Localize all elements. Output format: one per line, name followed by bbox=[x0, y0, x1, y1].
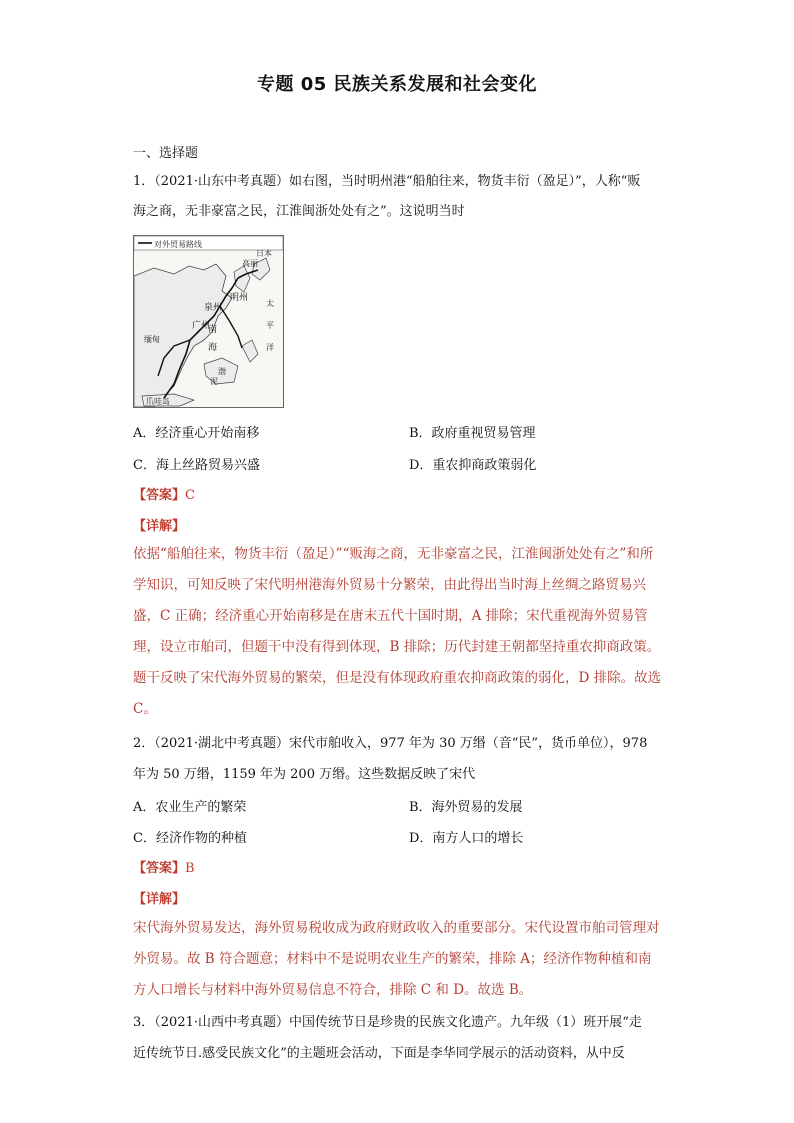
map-label-japan: 日本 bbox=[256, 249, 272, 258]
answer-label: 【答案】 bbox=[133, 488, 186, 503]
q1-answer bbox=[133, 484, 195, 503]
map-label-guangzhou: 广州 bbox=[192, 321, 211, 331]
q3-stem-line-2: 近传统节日.感受民族文化”的主题班会活动，下面是李华同学展示的活动资料，从中反 bbox=[133, 1046, 625, 1061]
q1-detail-label: 【详解】 bbox=[133, 519, 186, 534]
q1-option-d: D．重农抑商政策弱化 bbox=[409, 458, 537, 473]
map-label-nan: 南 bbox=[208, 325, 218, 335]
trade-route-map bbox=[133, 235, 284, 408]
map-label-java: 爪哇岛 bbox=[146, 397, 170, 406]
q2-stem-line-1: 2．（2021·湖北中考真题）宋代市舶收入，977 年为 30 万缗（音“民”，货币单位），978 bbox=[133, 736, 648, 751]
q2-option-c: C．经济作物的种植 bbox=[133, 831, 247, 846]
q1-option-b: B．政府重视贸易管理 bbox=[409, 426, 536, 441]
answer-value: C bbox=[185, 488, 195, 503]
map-legend: 对外贸易路线 bbox=[154, 240, 202, 249]
map-label-bo: 渤 bbox=[218, 367, 226, 376]
q1-detail-text: 依据“船舶往来，物货丰衍（盈足）”“贩海之商，无非豪富之民，江淮闽浙处处有之”和所学知识，可知反映了宋代明州港海外贸易十分繁荣，由此得出当时海上丝绸之路贸易兴盛，C 正确；经济重心开始南移是在唐末五代十国时期，A 排除；宋代重视海外贸易管理，设立市舶司，但题干中没有得到体现，B 排除；历代封建王朝都坚持重农抑商政策。题干反映了宋代海外贸易的繁荣，但是没有体现政府重农抑商政策的弱化，D 排除。故选 C。 bbox=[133, 546, 662, 717]
q1-stem-line-2: 海之商，无非豪富之民，江淮闽浙处处有之”。这说明当时 bbox=[133, 204, 465, 219]
answer-value: B bbox=[185, 861, 195, 876]
map-label-quanzhou: 泉州 bbox=[204, 303, 223, 313]
map-label-korea: 高丽 bbox=[242, 259, 258, 268]
q2-option-d: D．南方人口的增长 bbox=[409, 831, 524, 846]
map-label-hai: 海 bbox=[208, 343, 218, 353]
map-label-yang: 洋 bbox=[266, 343, 274, 352]
q2-stem-line-2: 年为 50 万缗，1159 年为 200 万缗。这些数据反映了宋代 bbox=[133, 767, 476, 782]
q2-detail-text: 宋代海外贸易发达，海外贸易税收成为政府财政收入的重要部分。宋代设置市舶司管理对外贸易。故 B 符合题意；材料中不是说明农业生产的繁荣，排除 A；经济作物种植和南方人口增长与材料中海外贸易信息不符合，排除 C 和 D。故选 B。 bbox=[133, 920, 660, 998]
q2-option-a: A．农业生产的繁荣 bbox=[133, 800, 247, 815]
q1-stem-line-1: 1．（2021·山东中考真题）如右图，当时明州港“船舶往来，物货丰衍（盈足）”，人称“贩 bbox=[133, 174, 641, 189]
section-heading: 一、选择题 bbox=[133, 146, 199, 161]
map-label-ni: 泥 bbox=[210, 377, 218, 386]
q2-option-b: B．海外贸易的发展 bbox=[409, 800, 523, 815]
map-label-myanmar: 缅甸 bbox=[144, 335, 160, 344]
map-label-tai: 太 bbox=[266, 299, 274, 308]
q2-detail-label: 【详解】 bbox=[133, 892, 186, 907]
answer-label: 【答案】 bbox=[133, 861, 186, 876]
q2-answer bbox=[133, 857, 195, 876]
q1-option-c: C．海上丝路贸易兴盛 bbox=[133, 458, 260, 473]
q1-option-a: A．经济重心开始南移 bbox=[133, 426, 260, 441]
page-title: 专题 05 民族关系发展和社会变化 bbox=[256, 74, 538, 95]
map-label-mingzhou: 明州 bbox=[230, 293, 249, 303]
map-label-ping: 平 bbox=[266, 321, 274, 330]
q3-stem-line-1: 3．（2021·山西中考真题）中国传统节日是珍贵的民族文化遗产。九年级（1）班开展“走 bbox=[133, 1015, 642, 1030]
